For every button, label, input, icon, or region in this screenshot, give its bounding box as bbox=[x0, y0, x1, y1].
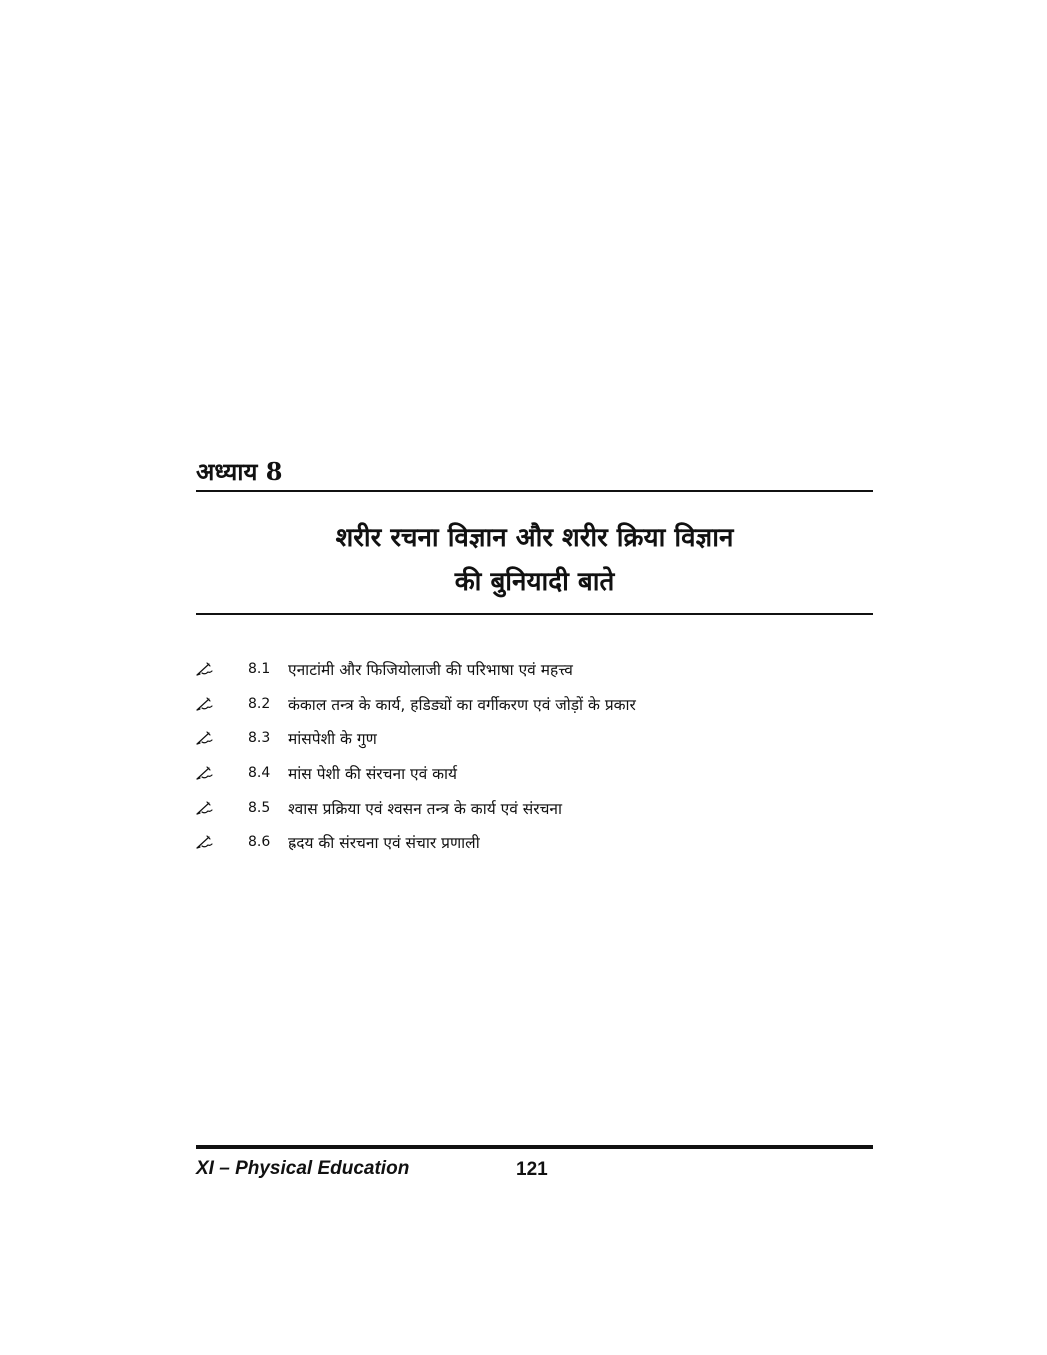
list-item bbox=[196, 756, 873, 791]
topic-number: 8.2 bbox=[248, 695, 271, 712]
footer-rule bbox=[196, 1145, 873, 1149]
topic-text: मांसपेशी के गुण bbox=[288, 730, 377, 749]
topic-list bbox=[196, 652, 873, 860]
topic-number: 8.5 bbox=[248, 799, 271, 816]
title-bottom-rule bbox=[196, 613, 873, 615]
writing-hand-icon bbox=[196, 696, 214, 712]
page-number: 121 bbox=[516, 1159, 548, 1180]
writing-hand-icon bbox=[196, 661, 214, 677]
topic-number: 8.6 bbox=[248, 834, 271, 851]
footer-book-title: XI – Physical Education bbox=[196, 1158, 410, 1179]
chapter-title-line-1: शरीर रचना विज्ञान और शरीर क्रिया विज्ञान bbox=[335, 523, 734, 553]
topic-text: ह्रदय की संरचना एवं संचार प्रणाली bbox=[288, 834, 480, 853]
title-top-rule bbox=[196, 490, 873, 492]
topic-text: कंकाल तन्त्र के कार्य, हडिड्यों का वर्गीकरण एवं जोड़ों के प्रकार bbox=[288, 695, 636, 714]
writing-hand-icon bbox=[196, 765, 214, 781]
writing-hand-icon bbox=[196, 834, 214, 850]
writing-hand-icon bbox=[196, 800, 214, 816]
topic-number: 8.4 bbox=[248, 765, 271, 782]
list-item bbox=[196, 790, 873, 825]
chapter-title bbox=[196, 516, 873, 604]
list-item bbox=[196, 652, 873, 687]
topic-text: मांस पेशी की संरचना एवं कार्य bbox=[288, 765, 458, 784]
topic-text: श्वास प्रक्रिया एवं श्वसन तन्त्र के कार्य एवं संरचना bbox=[288, 799, 563, 818]
list-item bbox=[196, 825, 873, 860]
topic-number: 8.3 bbox=[248, 730, 271, 747]
writing-hand-icon bbox=[196, 730, 214, 746]
topic-text: एनाटांमी और फिजियोलाजी की परिभाषा एवं महत्त्व bbox=[288, 661, 573, 680]
chapter-label: अध्याय 8 bbox=[196, 457, 283, 486]
list-item bbox=[196, 721, 873, 756]
chapter-title-line-2: की बुनियादी बाते bbox=[454, 567, 615, 597]
list-item bbox=[196, 687, 873, 722]
topic-number: 8.1 bbox=[248, 661, 271, 678]
